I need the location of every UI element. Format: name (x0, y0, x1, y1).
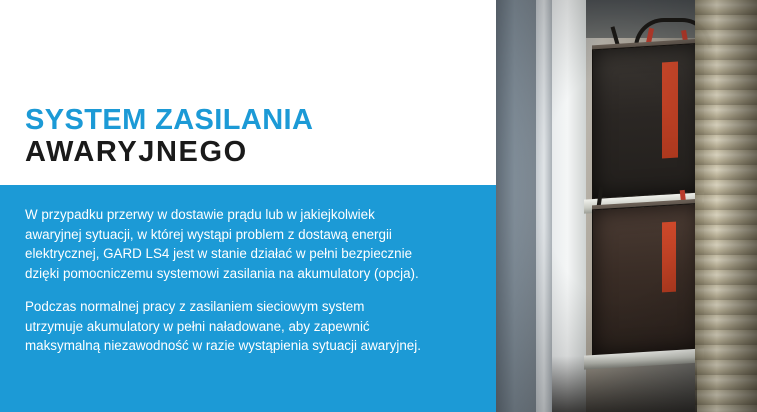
body-paragraph-2: Podczas normalnej pracy z zasilaniem sieciowym system utrzymuje akumulatory w pełni naładowane, aby zapewnić maksymalną niezawodność w razie wystąpienia sytuacji awaryjnej. (25, 299, 421, 353)
body-paragraph-1: W przypadku przerwy w dostawie prądu lub w jakiejkolwiek awaryjnej sytuacji, w której wystąpi problem z dostawą energii elektrycznej, GARD LS4 jest w stanie działać w pełni bezpiecznie dzięki pomocniczemu systemowi zasilania na akumulatory (opcja). (25, 207, 419, 281)
body-text (25, 205, 425, 356)
page-title-line-1: SYSTEM ZASILANIA (25, 104, 314, 136)
photo-vignette (496, 0, 757, 412)
page-title (25, 104, 485, 169)
battery-backup-photo (496, 0, 757, 412)
page-title-line-2: AWARYJNEGO (25, 136, 248, 168)
